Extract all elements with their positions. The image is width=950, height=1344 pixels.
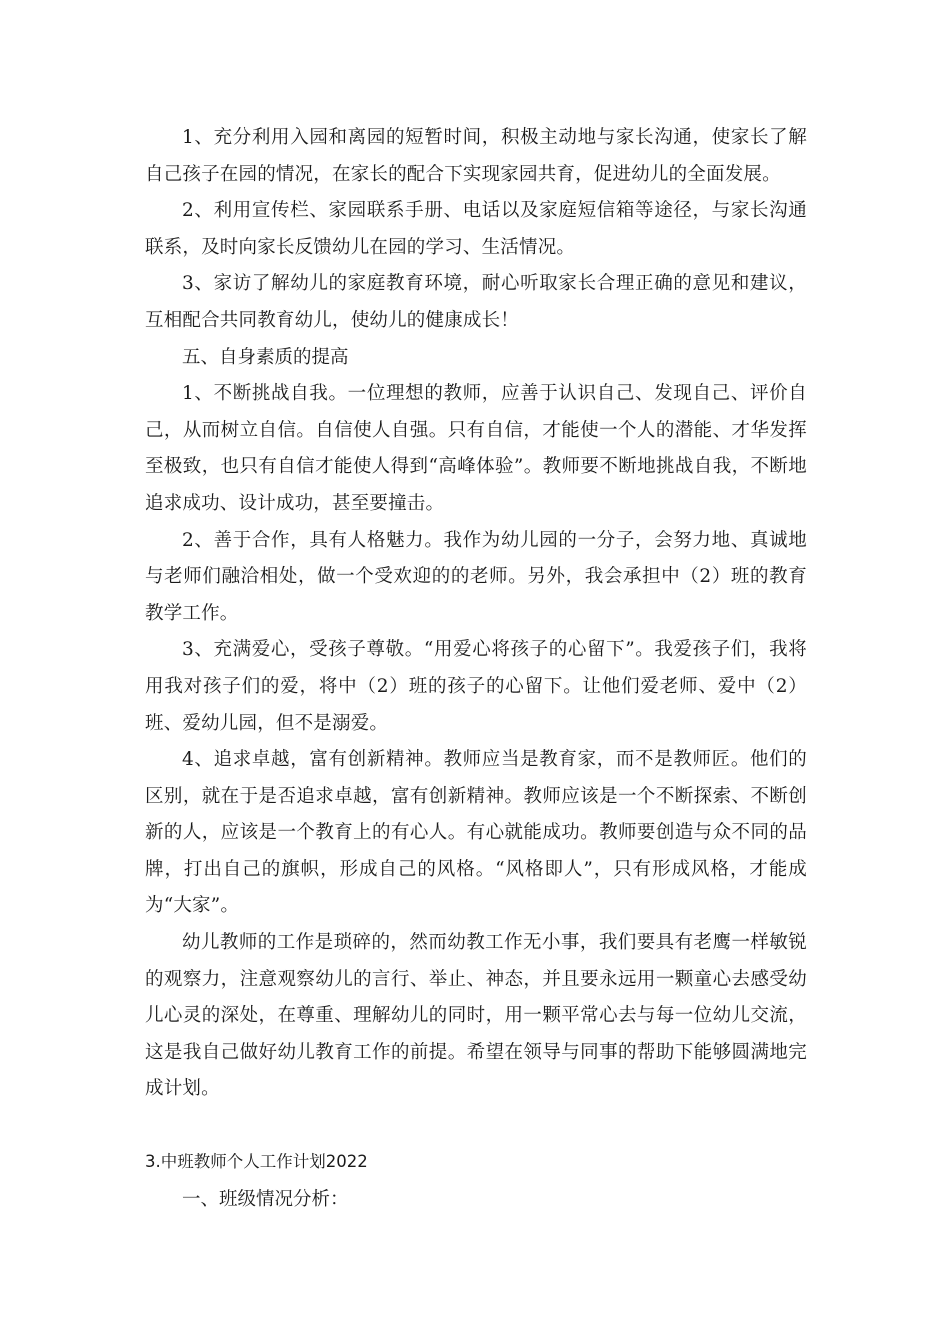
paragraph-challenge-self: 1、不断挑战自我。一位理想的教师，应善于认识自己、发现自己、评价自己，从而树立自信。自信使人自强。只有自信，才能使一个人的潜能、才华发挥至极致，也只有自信才能使人得到“高峰体验”。教师要不断地挑战自我，不断地追求成功、设计成功，甚至要撞击。 (145, 383, 807, 514)
paragraph-home-visits: 3、家访了解幼儿的家庭教育环境，耐心听取家长合理正确的意见和建议，互相配合共同教育幼儿，使幼儿的健康成长！ (145, 273, 807, 331)
paragraph-cooperation: 2、善于合作，具有人格魅力。我作为幼儿园的一分子，会努力地、真诚地与老师们融洽相处，做一个受欢迎的的老师。另外，我会承担中（2）班的教育教学工作。 (145, 529, 807, 624)
section-spacer (145, 1108, 807, 1144)
paragraph-parent-communication: 1、充分利用入园和离园的短暂时间，积极主动地与家长沟通，使家长了解自己孩子在园的情况，在家长的配合下实现家园共育，促进幼儿的全面发展。 (145, 127, 807, 185)
subheading-class-analysis: 一、班级情况分析： (182, 1189, 349, 1211)
section-heading-self-improvement: 五、自身素质的提高 (182, 346, 349, 368)
paragraph-contact-channels: 2、利用宣传栏、家园联系手册、电话以及家庭短信箱等途径，与家长沟通联系，及时向家长反馈幼儿在园的学习、生活情况。 (145, 200, 807, 258)
section-title-next-plan: 3.中班教师个人工作计划2022 (145, 1152, 368, 1172)
paragraph-caring: 3、充满爱心，受孩子尊敬。“用爱心将孩子的心留下”。我爱孩子们，我将用我对孩子们的爱，将中（2）班的孩子的心留下。让他们爱老师、爱中（2）班、爱幼儿园，但不是溺爱。 (145, 639, 807, 734)
paragraph-conclusion: 幼儿教师的工作是琐碎的，然而幼教工作无小事，我们要具有老鹰一样敏锐的观察力，注意观察幼儿的言行、举止、神态，并且要永远用一颗童心去感受幼儿心灵的深处，在尊重、理解幼儿的同时，用一颗平常心去与每一位幼儿交流，这是我自己做好幼儿教育工作的前提。希望在领导与同事的帮助下能够圆满地完成计划。 (145, 932, 807, 1100)
document-body (145, 120, 807, 1220)
paragraph-excellence: 4、追求卓越，富有创新精神。教师应当是教育家，而不是教师匠。他们的区别，就在于是否追求卓越，富有创新精神。教师应该是一个不断探索、不断创新的人，应该是一个教育上的有心人。有心就能成功。教师要创造与众不同的品牌，打出自己的旗帜，形成自己的风格。“风格即人”，只有形成风格，才能成为“大家”。 (145, 749, 807, 917)
